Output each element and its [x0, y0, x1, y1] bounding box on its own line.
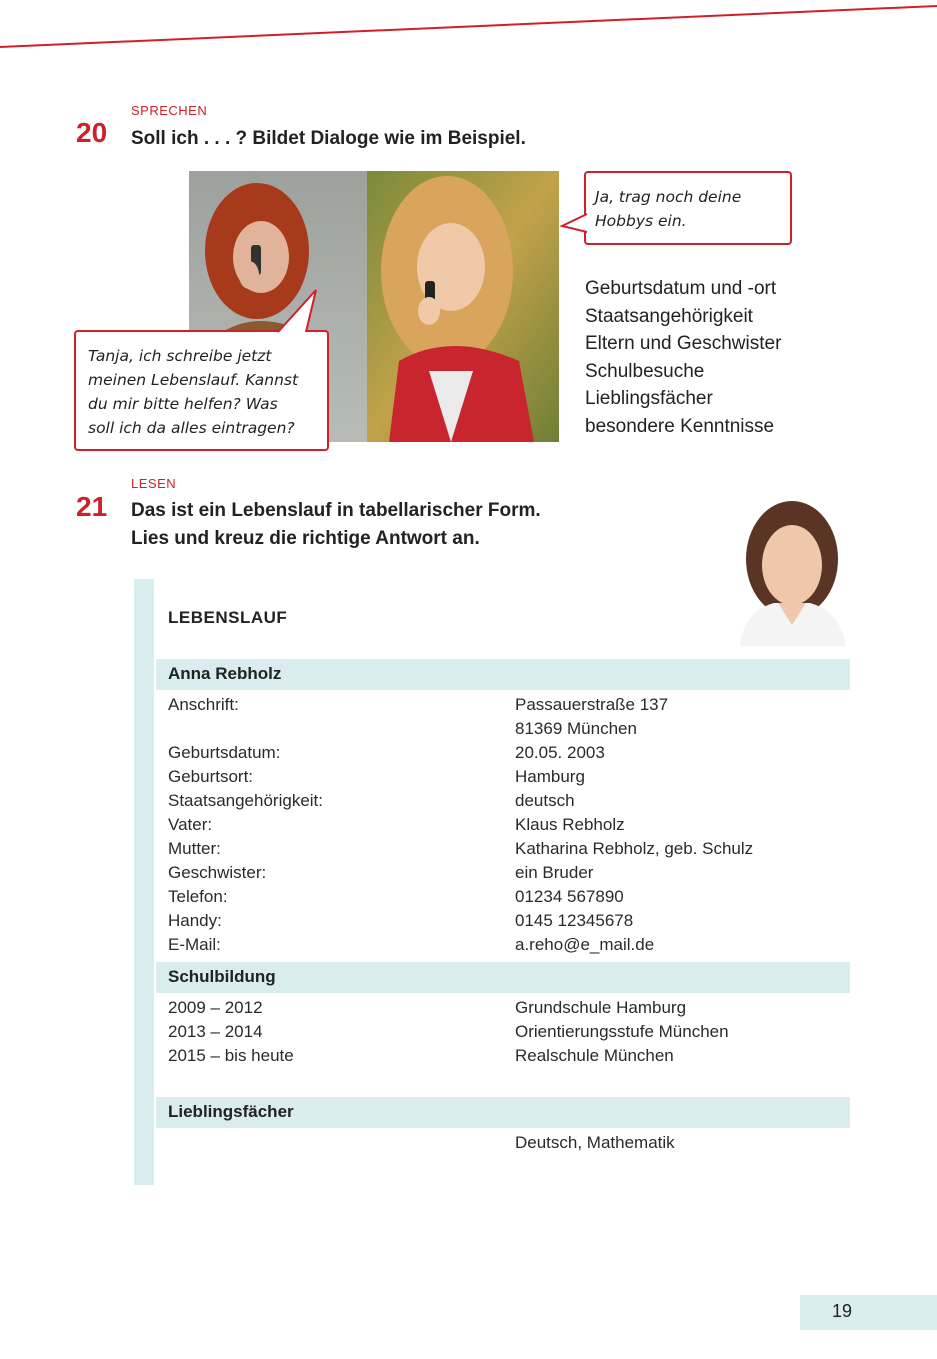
exercise-21-title-line-2: Lies und kreuz die richtige Antwort an.: [131, 528, 480, 549]
cv-row: [168, 998, 828, 1022]
cv-row-value: Orientierungsstufe München: [515, 1022, 729, 1041]
cv-row-value: Hamburg: [515, 767, 585, 786]
cv-row-key: Geburtsort:: [168, 767, 254, 786]
hint-list: [585, 275, 781, 440]
cv-row-value: ein Bruder: [515, 863, 594, 882]
speech-bubble-right: [584, 171, 792, 245]
cv-row-value: 81369 München: [515, 719, 637, 738]
speech-bubble-left: [74, 330, 329, 451]
cv-row-key: 2015 – bis heute: [168, 1046, 294, 1065]
cv-row: [168, 1133, 828, 1157]
cv-row-key: E-Mail:: [168, 935, 221, 954]
cv-row: [168, 695, 828, 719]
cv-row-key: Mutter:: [168, 839, 221, 858]
cv-row-value: Passauerstraße 137: [515, 695, 669, 714]
cv-row-key: Handy:: [168, 911, 222, 930]
exercise-number-20: 20: [76, 117, 108, 148]
page-number-tab: [800, 1295, 937, 1330]
cv-row-value: deutsch: [515, 791, 575, 810]
page-number: 19: [832, 1301, 853, 1321]
cv-row: [168, 863, 828, 887]
hint-item: Schulbesuche: [585, 360, 705, 382]
hint-item: Staatsangehörigkeit: [585, 305, 753, 327]
cv-row-value: Realschule München: [515, 1046, 674, 1065]
cv-row: [168, 839, 828, 863]
section-label-lesen: LESEN: [131, 476, 177, 491]
cv-row-value: Grundschule Hamburg: [515, 998, 687, 1017]
cv-row: [168, 719, 828, 743]
cv-row: [168, 791, 828, 815]
portrait-photo: [734, 499, 850, 646]
cv-row-key: Anschrift:: [168, 695, 239, 714]
section-label-sprechen: SPRECHEN: [131, 103, 208, 118]
cv-fav-heading: Lieblingsfächer: [168, 1102, 294, 1121]
speech-left-line-4: soll ich da alles eintragen?: [88, 419, 295, 437]
speech-left-tail: [272, 286, 322, 334]
cv-row-value: Katharina Rebholz, geb. Schulz: [515, 839, 754, 858]
cv-school-band: [156, 962, 850, 993]
cv-row-value: Klaus Rebholz: [515, 815, 625, 834]
cv-fav-band: [156, 1097, 850, 1128]
speech-left-line-3: du mir bitte helfen? Was: [88, 395, 278, 413]
cv-row-key: Staatsangehörigkeit:: [168, 791, 323, 810]
hint-item: Lieblingsfächer: [585, 388, 713, 409]
cv-school-heading: Schulbildung: [168, 967, 276, 986]
speech-right-tail: [560, 212, 588, 234]
hint-item: Geburtsdatum und -ort: [585, 278, 777, 299]
cv-row: [168, 1046, 828, 1070]
cv-side-bar: [134, 579, 154, 1185]
exercise-20-title: Soll ich . . . ? Bildet Dialoge wie im Beispiel.: [131, 128, 526, 149]
top-red-rule: [0, 0, 937, 60]
cv-row-value: 20.05. 2003: [515, 743, 605, 762]
cv-row-key: Vater:: [168, 815, 213, 834]
cv-row: [168, 767, 828, 791]
cv-row: [168, 743, 828, 767]
cv-row-key: 2009 – 2012: [168, 998, 263, 1017]
cv-row: [168, 1022, 828, 1046]
speech-right-line-1: Ja, trag noch deine: [595, 188, 742, 206]
cv-row-value: a.reho@e_mail.de: [515, 935, 655, 954]
cv-row: [168, 935, 828, 959]
cv-row-value: 0145 12345678: [515, 911, 634, 930]
cv-name: Anna Rebholz: [168, 664, 282, 683]
cv-row: [168, 887, 828, 911]
cv-row: [168, 815, 828, 839]
speech-left-line-1: Tanja, ich schreibe jetzt: [88, 347, 272, 365]
cv-row: [168, 911, 828, 935]
cv-row-key: Geburtsdatum:: [168, 743, 281, 762]
cv-fav-value: Deutsch, Mathematik: [515, 1133, 675, 1152]
hint-item: Eltern und Geschwister: [585, 333, 782, 354]
cv-name-band: [156, 659, 850, 690]
exercise-21-title-line-1: Das ist ein Lebenslauf in tabellarischer Form.: [131, 500, 541, 521]
cv-row-key: Telefon:: [168, 887, 228, 906]
cv-row-value: 01234 567890: [515, 887, 624, 906]
cv-row-key: 2013 – 2014: [168, 1022, 263, 1041]
cv-row-key: Geschwister:: [168, 863, 267, 882]
speech-left-line-2: meinen Lebenslauf. Kannst: [88, 371, 299, 389]
hint-item: besondere Kenntnisse: [585, 415, 775, 437]
cv-heading: LEBENSLAUF: [168, 608, 288, 627]
exercise-number-21: 21: [76, 491, 108, 522]
speech-right-line-2: Hobbys ein.: [595, 212, 687, 230]
